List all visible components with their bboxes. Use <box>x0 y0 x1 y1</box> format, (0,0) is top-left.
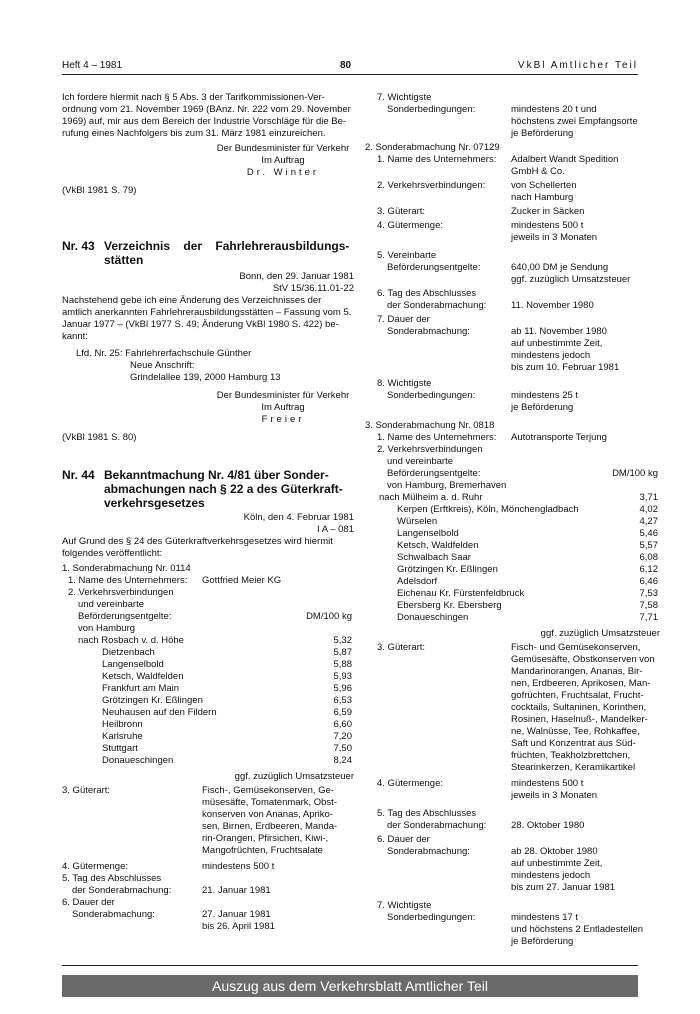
signature-name: Freier <box>261 414 305 425</box>
field-label: 4. Gütermenge: <box>377 778 444 789</box>
field-label: 6. Dauer der <box>377 834 430 845</box>
intro-line: ordnung vom 21. November 1969 (BAnz. Nr. 222 vom 29. November <box>62 104 351 115</box>
field-value: mindestens 25 t <box>511 390 579 401</box>
notice-number: Nr. 44 <box>62 468 95 482</box>
rate-value: 5,93 <box>333 671 352 682</box>
field-value: auf unbestimmte Zeit, <box>511 858 603 869</box>
field-value: bis zum 10. Februar 1981 <box>511 362 620 373</box>
field-value: jeweils in 3 Monaten <box>511 790 598 801</box>
field-label: 5. Tag des Abschlusses <box>62 873 162 884</box>
field-row <box>62 873 354 897</box>
field-label: 3. Güterart: <box>377 642 426 653</box>
notice-number: Nr. 43 <box>62 239 95 253</box>
field-row <box>365 900 660 946</box>
rate-row <box>365 576 660 588</box>
field-label: Beförderungsentgelte: <box>78 611 172 622</box>
intro-line: Ich fordere hiermit nach § 5 Abs. 3 der Tarifkommissionen-Ver- <box>62 92 325 103</box>
rate-value: 5,87 <box>333 647 352 658</box>
goods-line: Mangofrüchten, Fruchtsalate <box>202 845 323 856</box>
goods-line: müsesäfte, Tomatenmark, Obst- <box>202 797 337 808</box>
entry-line: Grindelallee 139, 2000 Hamburg 13 <box>130 372 281 383</box>
notice-title: abmachungen nach § 22 a des Güterkraft- <box>104 482 343 496</box>
signature-line: Im Auftrag <box>261 155 305 166</box>
rate-row <box>62 647 354 659</box>
intro-line: rufung eines Nachfolgers bis zum 31. März 1981 einzureichen. <box>62 128 326 139</box>
field-value: ab 28. Oktober 1980 <box>511 846 598 857</box>
field-label: 1. Name des Unternehmers: <box>377 432 497 443</box>
notice-43-heading <box>62 239 354 267</box>
field-value: je Beförderung <box>511 128 574 139</box>
signature-block <box>212 143 354 179</box>
rate-place: Grötzingen Kr. Eßlingen <box>397 564 498 575</box>
body-line: folgendes veröffentlicht: <box>62 548 163 559</box>
field-label: 5. Tag des Abschlusses <box>377 808 477 819</box>
footer-rule <box>62 965 638 966</box>
field-row <box>62 785 354 857</box>
field-label: 4. Gütermenge: <box>62 861 129 872</box>
rate-place: Heilbronn <box>102 719 143 730</box>
field-row <box>365 92 660 139</box>
goods-line: Saft und Konzentrat aus Süd- <box>511 738 636 749</box>
signature-line: Der Bundesminister für Verkehr <box>216 390 350 401</box>
goods-line: Fisch-, Gemüsekonserven, Ge- <box>202 785 334 796</box>
body-line: Januar 1977 – (VkBl 1977 S. 49; Änderung VkBl 1980 S. 422) be- <box>62 319 339 330</box>
reference: (VkBl 1981 S. 79) <box>62 185 137 196</box>
rate-row <box>365 516 660 528</box>
field-value: Adalbert Wandt Spedition <box>511 154 619 165</box>
rate-row <box>365 600 660 612</box>
rate-place: Dietzenbach <box>102 647 155 658</box>
tax-note: ggf. zuzüglich Umsatzsteuer <box>234 771 354 782</box>
entry-line: Lfd. Nr. 25: Fahrlehrerfachschule Günther <box>76 348 252 359</box>
field-label: 7. Dauer der <box>377 314 430 325</box>
route-from: von Hamburg, Bremerhaven <box>387 480 507 491</box>
field-label: Beförderungsentgelte: <box>387 262 481 273</box>
field-row <box>365 834 660 896</box>
footer-banner: Auszug aus dem Verkehrsblatt Amtlicher Teil <box>62 975 638 997</box>
rate-row <box>365 588 660 600</box>
field-value: und höchstens 2 Entladestellen <box>511 924 644 935</box>
rate-value: 5,46 <box>639 528 658 539</box>
rate-value: 5,96 <box>333 683 352 694</box>
field-value: Gottfried Meier KG <box>202 575 282 586</box>
signature-block <box>212 390 354 426</box>
rate-value: 5,57 <box>639 540 658 551</box>
rate-value: 7,58 <box>639 600 658 611</box>
issue-label: Heft 4 – 1981 <box>62 60 123 71</box>
field-value <box>202 785 354 857</box>
journal-name: VkBl Amtlicher Teil <box>517 60 638 71</box>
goods-line: Fisch- und Gemüsekonserven, <box>511 642 641 653</box>
rate-row <box>62 635 354 647</box>
notice-date: Bonn, den 29. Januar 1981 <box>239 271 354 282</box>
rate-row <box>365 540 660 552</box>
rate-row <box>62 659 354 671</box>
body-line: amtlich anerkannten Fahrlehrerausbildungsstätten – Fassung vom 5. <box>62 307 352 318</box>
field-value: ab 11. November 1980 <box>511 326 607 337</box>
field-row <box>365 778 660 804</box>
field-row <box>365 206 660 218</box>
right-column <box>365 92 660 946</box>
signature-line: Im Auftrag <box>261 402 305 413</box>
sa-title: 3. Sonderabmachung Nr. 0818 <box>365 420 495 431</box>
field-label: und vereinbarte <box>78 599 145 610</box>
rate-list <box>365 492 660 624</box>
rate-place: Ketsch, Waldfelden <box>102 671 184 682</box>
field-label: Sonderabmachung: <box>72 909 155 920</box>
page-number: 80 <box>340 60 352 71</box>
field-value: Zucker in Säcken <box>511 206 585 217</box>
rate-value: 7,53 <box>639 588 658 599</box>
goods-line: Rosinen, Haselnuß-, Mandelker- <box>511 714 648 725</box>
field-value: ggf. zuzüglich Umsatzsteuer <box>511 274 631 285</box>
rate-value: 4,27 <box>639 516 658 527</box>
unit-label: DM/100 kg <box>612 468 658 479</box>
field-label: 3. Güterart: <box>62 785 111 796</box>
rate-row <box>62 707 354 719</box>
goods-line: Gemüsesäfte, Obstkonserven von <box>511 654 655 665</box>
left-column <box>62 92 354 932</box>
goods-line: rin-Orangen, Pfirsichen, Kiwi-, <box>202 833 329 844</box>
field-value: GmbH & Co. <box>511 166 565 177</box>
goods-line: ne, Walnüsse, Tee, Rohkaffee, <box>511 726 640 737</box>
goods-line: gofrüchten, Fruchtsalat, Frucht- <box>511 690 644 701</box>
field-label: 5. Vereinbarte <box>377 250 437 261</box>
field-row <box>365 288 660 314</box>
field-value: mindestens 500 t <box>202 861 275 872</box>
field-value: 11. November 1980 <box>511 300 594 311</box>
goods-line: cocktails, Sultaninen, Korinthen, <box>511 702 647 713</box>
field-value: mindestens jedoch <box>511 870 591 881</box>
field-value: bis 26. April 1981 <box>202 921 275 932</box>
body-line: Nachstehend gebe ich eine Änderung des Verzeichnisses der <box>62 295 322 306</box>
field-value: mindestens 500 t <box>511 220 584 231</box>
field-value: höchstens zwei Empfangsorte <box>511 116 638 127</box>
rate-place: Ebersberg Kr. Ebersberg <box>397 600 502 611</box>
field-label: 2. Verkehrsverbindungen <box>68 587 174 598</box>
field-value: 640,00 DM je Sendung <box>511 262 609 273</box>
rate-row <box>365 528 660 540</box>
sa-title: 2. Sonderabmachung Nr. 07129 <box>365 142 500 153</box>
field-value: je Beförderung <box>511 402 574 413</box>
rate-value: 6,59 <box>333 707 352 718</box>
route-to: nach Rosbach v. d. Höhe <box>78 635 184 646</box>
signature-name: Dr. Winter <box>246 167 320 178</box>
rate-place: Neuhausen auf den Fildern <box>102 707 217 718</box>
field-value: 27. Januar 1981 <box>202 909 271 920</box>
rate-row <box>62 743 354 755</box>
rate-row <box>62 683 354 695</box>
field-row <box>62 611 354 623</box>
notice-ref: I A – 081 <box>317 524 354 535</box>
field-row <box>365 154 660 178</box>
body-line: kannt: <box>62 331 88 342</box>
signature-line: Der Bundesminister für Verkehr <box>216 143 350 154</box>
rate-row <box>62 695 354 707</box>
field-row <box>365 378 660 414</box>
field-label: 7. Wichtigste <box>377 900 432 911</box>
rate-place: Schwalbach Saar <box>397 552 471 563</box>
rate-row <box>365 504 660 516</box>
field-label: 2. Verkehrsverbindungen <box>377 444 483 455</box>
field-row <box>365 250 660 288</box>
field-label: 3. Güterart: <box>377 206 426 217</box>
field-value: 21. Januar 1981 <box>202 885 271 896</box>
goods-line: sen, Birnen, Erdbeeren, Manda- <box>202 821 338 832</box>
field-value: auf unbestimmte Zeit, <box>511 338 603 349</box>
field-row <box>365 808 660 834</box>
rate-place: Adelsdorf <box>397 576 438 587</box>
rate-value: 6,46 <box>639 576 658 587</box>
field-row <box>365 642 660 776</box>
route-to: nach Mülheim a. d. Ruhr <box>379 492 483 503</box>
field-label: 1. Name des Unternehmers: <box>377 154 497 165</box>
rate-value: 6,08 <box>639 552 658 563</box>
intro-line: 1969) auf, mir aus dem Bereich der Industrie Vorschläge für die Be- <box>62 116 347 127</box>
field-value <box>511 642 660 774</box>
notice-title: Verzeichnis der Fahrlehrerausbildungs- <box>104 239 350 253</box>
field-row <box>365 220 660 246</box>
notice-ref: StV 15/36.11.01-22 <box>272 283 354 294</box>
sa-title: 1. Sonderabmachung Nr. 0114 <box>62 563 191 574</box>
field-label: 4. Gütermenge: <box>377 220 444 231</box>
rate-place: Kerpen (Erftkreis), Köln, Mönchengladbach <box>397 504 579 515</box>
rate-place: Stuttgart <box>102 743 138 754</box>
rate-row <box>62 755 354 767</box>
field-value: von Schellerten <box>511 180 577 191</box>
field-label: 6. Tag des Abschlusses <box>377 288 477 299</box>
field-label: Sonderbedingungen: <box>387 104 476 115</box>
field-row <box>365 314 660 376</box>
rate-value: 7,50 <box>333 743 352 754</box>
rate-value: 8,24 <box>333 755 352 766</box>
field-label: Beförderungsentgelte: <box>387 468 481 479</box>
rate-place: Grötzingen Kr. Eßlingen <box>102 695 203 706</box>
notice-44-heading <box>62 468 354 510</box>
goods-line: Mandarinorangen, Ananas, Bir- <box>511 666 643 677</box>
rate-place: Donaueschingen <box>102 755 174 766</box>
field-value: 28. Oktober 1980 <box>511 820 585 831</box>
reference: (VkBl 1981 S. 80) <box>62 432 137 443</box>
field-label: 6. Dauer der <box>62 897 115 908</box>
field-value: jeweils in 3 Monaten <box>511 232 598 243</box>
rate-value: 7,71 <box>639 612 658 623</box>
field-label: 2. Verkehrsverbindungen: <box>377 180 486 191</box>
field-value: nach Hamburg <box>511 192 574 203</box>
rate-place: Ketsch, Waldfelden <box>397 540 479 551</box>
rate-row <box>365 612 660 624</box>
field-value: bis zum 27. Januar 1981 <box>511 882 616 893</box>
rate-row <box>365 492 660 504</box>
field-value: mindestens 17 t <box>511 912 579 923</box>
rate-row <box>365 564 660 576</box>
field-label: der Sonderabmachung: <box>387 820 487 831</box>
rate-row <box>62 671 354 683</box>
notice-date: Köln, den 4. Februar 1981 <box>243 512 354 523</box>
field-row <box>365 468 660 480</box>
field-value: mindestens 500 t <box>511 778 584 789</box>
rate-place: Würselen <box>397 516 438 527</box>
rate-value: 3,71 <box>639 492 658 503</box>
unit-label: DM/100 kg <box>306 611 352 622</box>
field-label: 1. Name des Unternehmers: <box>68 575 188 586</box>
field-label: Sonderabmachung: <box>387 846 470 857</box>
goods-line: früchten, Teakholzbrettchen, <box>511 750 631 761</box>
rate-value: 5,32 <box>333 635 352 646</box>
field-value: je Beförderung <box>511 936 574 947</box>
rate-place: Langenselbold <box>102 659 164 670</box>
field-value: mindestens 20 t und <box>511 104 597 115</box>
field-label: der Sonderabmachung: <box>387 300 487 311</box>
rate-place: Karlsruhe <box>102 731 143 742</box>
field-value: Autotransporte Terjung <box>511 432 607 443</box>
field-row <box>62 575 354 587</box>
rate-place: Frankfurt am Main <box>102 683 180 694</box>
field-row <box>62 861 354 873</box>
entry-line: Neue Anschrift: <box>130 360 195 371</box>
field-row <box>365 432 660 444</box>
field-value: mindestens jedoch <box>511 350 591 361</box>
notice-title: verkehrsgesetzes <box>104 496 205 510</box>
rate-value: 5,88 <box>333 659 352 670</box>
notice-title: Bekanntmachung Nr. 4/81 über Sonder- <box>104 468 329 482</box>
field-row <box>62 897 354 932</box>
rate-value: 6,12 <box>639 564 658 575</box>
rate-value: 7,20 <box>333 731 352 742</box>
notice-title: stätten <box>104 253 144 267</box>
tax-note: ggf. zuzüglich Umsatzsteuer <box>540 628 660 639</box>
rate-value: 6,60 <box>333 719 352 730</box>
field-label: Sonderbedingungen: <box>387 912 476 923</box>
field-label: der Sonderabmachung: <box>72 885 172 896</box>
field-label: 8. Wichtigste <box>377 378 432 389</box>
rate-row <box>62 731 354 743</box>
rate-place: Langenselbold <box>397 528 459 539</box>
rate-list <box>62 635 354 767</box>
field-label: Sonderabmachung: <box>387 326 470 337</box>
field-label: und vereinbarte <box>387 456 454 467</box>
route-from: von Hamburg <box>78 623 136 634</box>
goods-line: Stearinkerzen, Keramikartikel <box>511 762 636 773</box>
rate-value: 4,02 <box>639 504 658 515</box>
field-row <box>365 180 660 206</box>
field-label: 7. Wichtigste <box>377 92 432 103</box>
field-label: Sonderbedingungen: <box>387 390 476 401</box>
goods-line: nen, Erdbeeren, Aprikosen, Man- <box>511 678 651 689</box>
goods-line: konserven von Ananas, Apriko- <box>202 809 333 820</box>
rate-place: Donaueschingen <box>397 612 469 623</box>
rate-value: 6,53 <box>333 695 352 706</box>
body-line: Auf Grund des § 24 des Güterkraftverkehrsgesetzes wird hiermit <box>62 536 333 547</box>
header-rule <box>62 74 638 75</box>
rate-place: Eichenau Kr. Fürstenfeldbruck <box>397 588 525 599</box>
rate-row <box>365 552 660 564</box>
rate-row <box>62 719 354 731</box>
